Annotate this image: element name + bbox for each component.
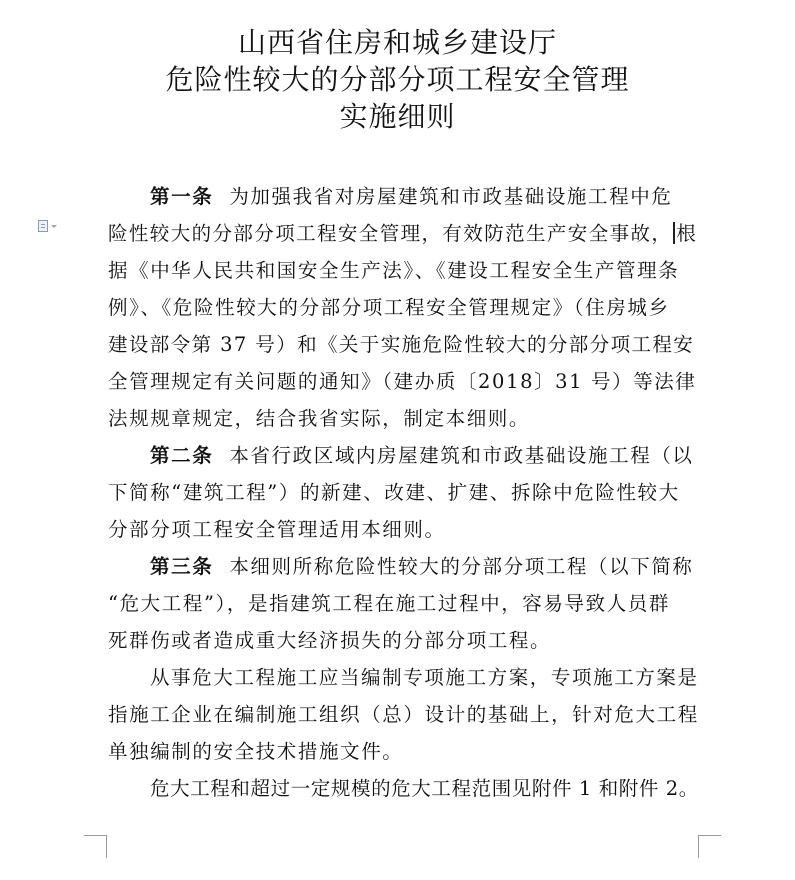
page-margin-mark-left <box>84 835 107 858</box>
document-icon <box>38 220 48 232</box>
article-1-line-1 <box>108 178 698 215</box>
article-1-line-5: 建设部令第 37 号）和《关于实施危险性较大的分部分项工程安 <box>108 333 695 356</box>
article-1-line-6: 全管理规定有关问题的通知》（建办质〔2018〕31 号）等法律 <box>108 370 697 393</box>
title-line-3: 实施细则 <box>339 100 456 133</box>
paragraph-5-line-1: 危大工程和超过一定规模的危大工程范围见附件 1 和附件 2。 <box>150 777 699 800</box>
document-body[interactable] <box>108 178 698 807</box>
article-3-text-1: 本细则所称危险性较大的分部分项工程（以下简称 <box>229 555 694 578</box>
article-1-line-3: 据《中华人民共和国安全生产法》、《建设工程安全生产管理条 <box>108 259 680 282</box>
article-3-line-2: “危大工程”），是指建筑工程在施工过程中，容易导致人员群 <box>108 592 670 615</box>
paragraph-4-line-1: 从事危大工程施工应当编制专项施工方案，专项施工方案是 <box>150 666 699 689</box>
article-1-text-2b: 根 <box>676 222 698 245</box>
text-cursor <box>673 222 675 244</box>
article-1-label: 第一条 <box>150 185 214 208</box>
article-3-line-1 <box>108 548 698 585</box>
article-2-text-1: 本省行政区域内房屋建筑和市政基础设施工程（以 <box>229 444 694 467</box>
article-1-line-7: 法规规章规定，结合我省实际，制定本细则。 <box>108 407 531 430</box>
paragraph-4-line-2: 指施工企业在编制施工组织（总）设计的基础上，针对危大工程 <box>108 703 699 726</box>
article-1-text-1: 为加强我省对房屋建筑和市政基础设施工程中危 <box>229 185 673 208</box>
article-3-label: 第三条 <box>150 555 214 578</box>
article-2-line-3: 分部分项工程安全管理适用本细则。 <box>108 518 446 541</box>
article-2-line-1 <box>108 437 698 474</box>
document-title <box>0 24 795 135</box>
article-1-line-2 <box>108 215 698 252</box>
chevron-down-icon <box>51 225 57 228</box>
title-line-1: 山西省住房和城乡建设厅 <box>237 26 557 59</box>
article-3-line-3: 死群伤或者造成重大经济损失的分部分项工程。 <box>108 629 552 652</box>
article-2-line-2: 下简称“建筑工程”）的新建、改建、扩建、拆除中危险性较大 <box>108 481 680 504</box>
paragraph-4-line-3: 单独编制的安全技术措施文件。 <box>108 740 404 763</box>
article-1-line-4: 例》、《危险性较大的分部分项工程安全管理规定》（住房城乡 <box>108 296 670 319</box>
title-line-2: 危险性较大的分部分项工程安全管理 <box>165 63 630 96</box>
article-1-text-2a: 险性较大的分部分项工程安全管理，有效防范生产安全事故， <box>108 222 673 245</box>
page-margin-mark-right <box>698 835 721 858</box>
article-2-label: 第二条 <box>150 444 214 467</box>
paragraph-options-button[interactable] <box>38 219 62 233</box>
